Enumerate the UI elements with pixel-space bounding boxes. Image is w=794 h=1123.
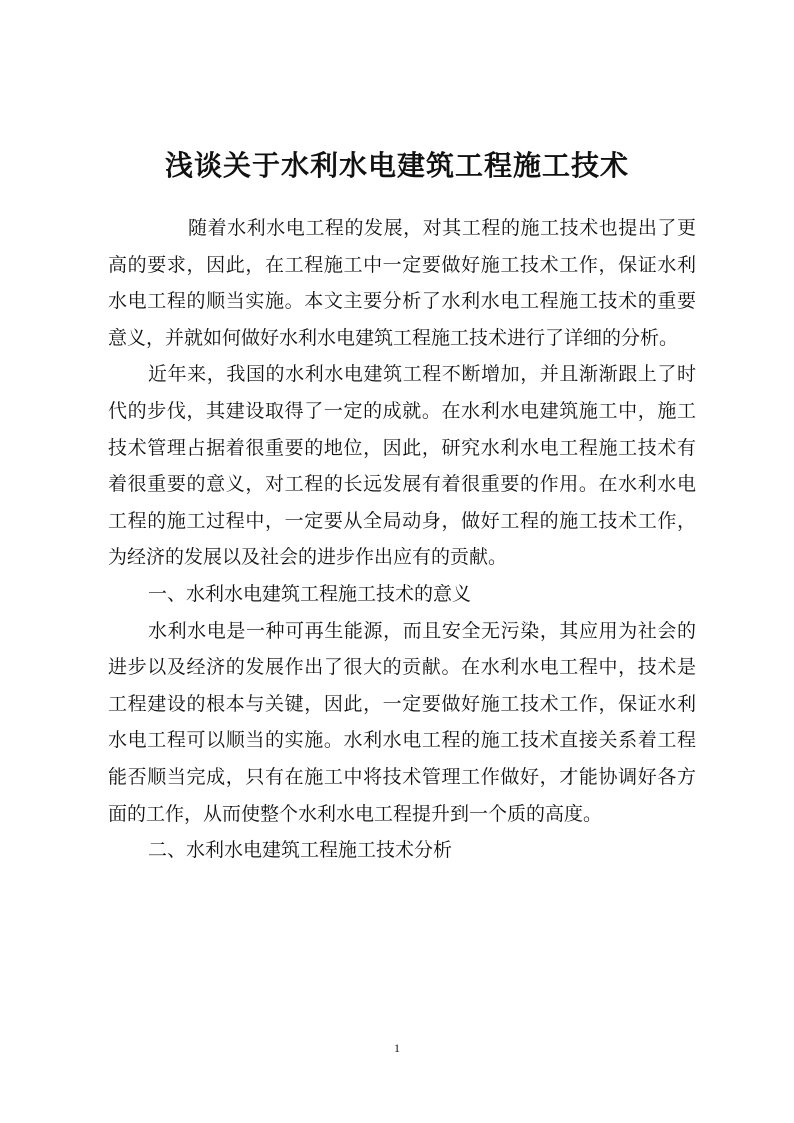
intro-paragraph: 近年来，我国的水利水电建筑工程不断增加，并且渐渐跟上了时代的步伐，其建设取得了一定的成就。在水利水电建筑施工中，施工技术管理占据着很重要的地位，因此，研究水利水电工程施工技术有着很重要的意义，对工程的长远发展有着很重要的作用。在水利水电工程的施工过程中，一定要从全局动身，做好工程的施工技术工作，为经济的发展以及社会的进步作出应有的贡献。 [108,363,696,569]
document-body [108,210,696,869]
section-1-paragraph: 水利水电是一种可再生能源，而且安全无污染，其应用为社会的进步以及经济的发展作出了很大的贡献。在水利水电工程中，技术是工程建设的根本与关键，因此，一定要做好施工技术工作，保证水利水电工程可以顺当的实施。水利水电工程的施工技术直接关系着工程能否顺当完成，只有在施工中将技术管理工作做好，才能协调好各方面的工作，从而使整个水利水电工程提升到一个质的高度。 [108,619,696,825]
section-heading-1: 一、水利水电建筑工程施工技术的意义 [148,582,472,605]
page-number: 1 [394,1041,400,1055]
abstract-paragraph: 随着水利水电工程的发展，对其工程的施工技术也提出了更高的要求，因此，在工程施工中一定要做好施工技术工作，保证水利水电工程的顺当实施。本文主要分析了水利水电工程施工技术的重要意义，并就如何做好水利水电建筑工程施工技术进行了详细的分析。 [108,217,696,349]
section-heading-2: 二、水利水电建筑工程施工技术分析 [148,839,453,862]
document-title: 浅谈关于水利水电建筑工程施工技术 [164,149,629,182]
